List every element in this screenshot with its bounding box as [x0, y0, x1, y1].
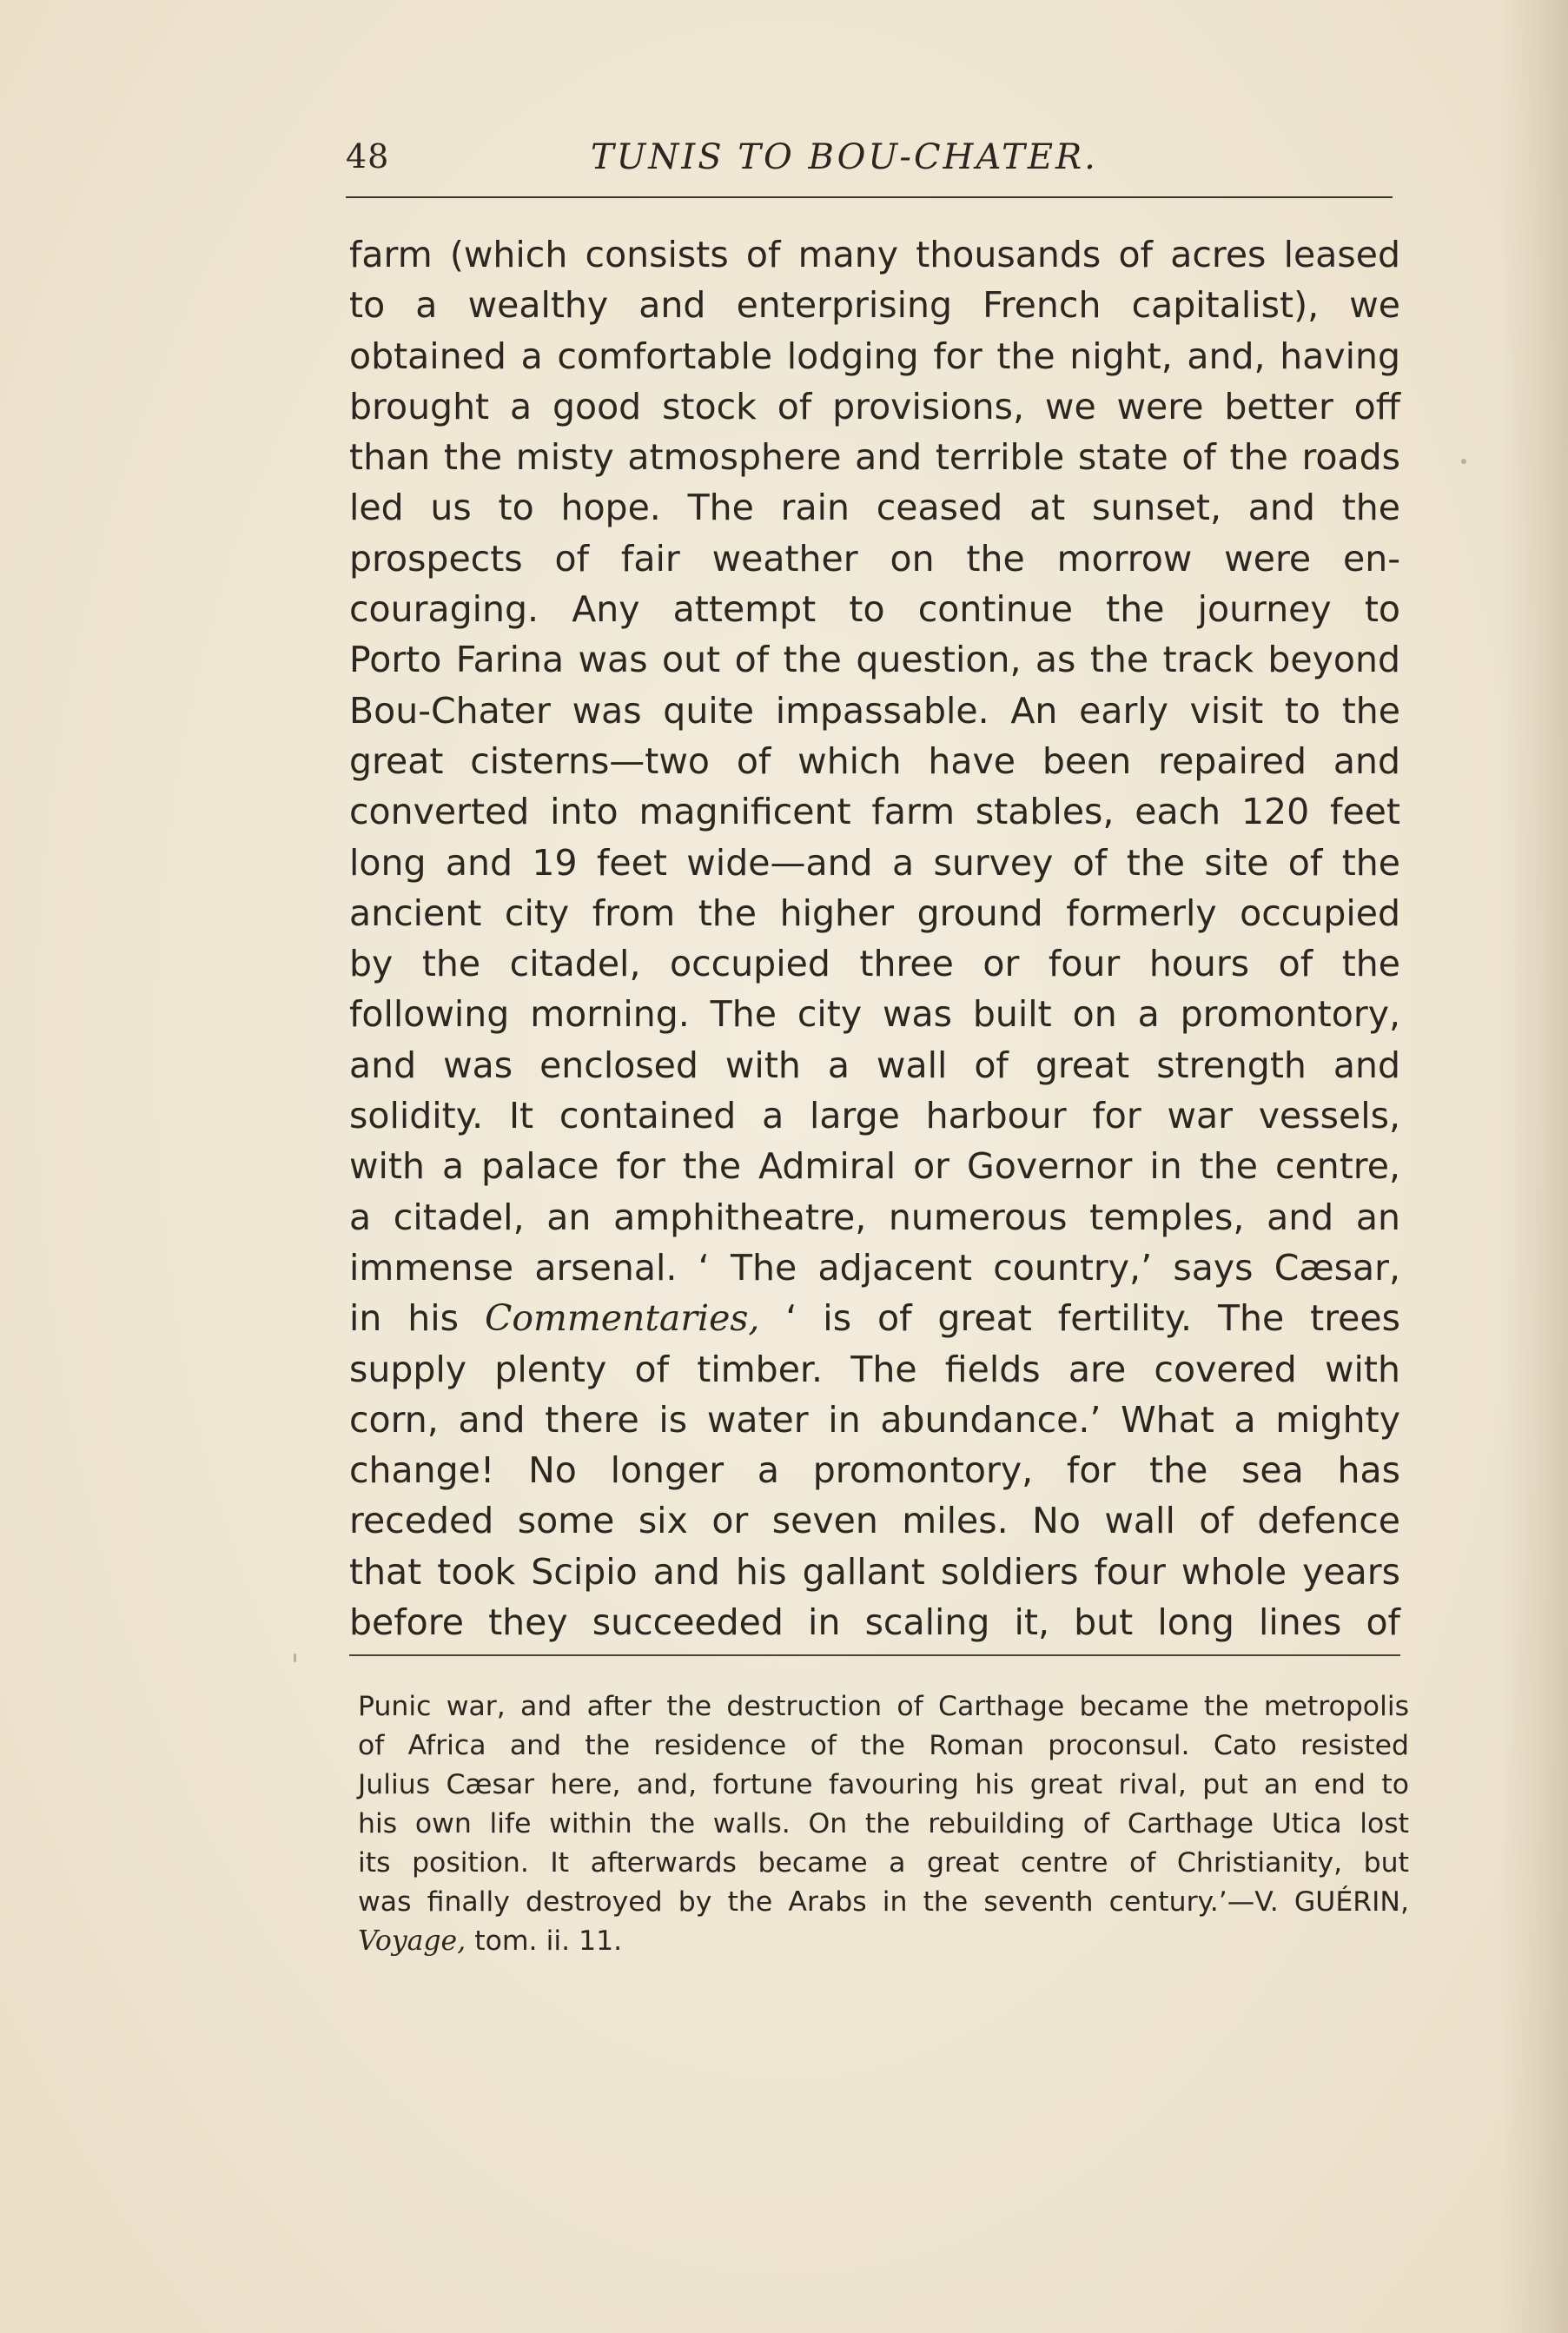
body-line: couraging. Any attempt to continue the journey to: [349, 588, 1400, 631]
body-line: with a palace for the Admiral or Governor in the centre,: [349, 1145, 1400, 1188]
body-line: solidity. It contained a large harbour for war vessels,: [349, 1095, 1400, 1137]
body-line-with-italic: [349, 1293, 1400, 1343]
paper-speck: [1461, 459, 1466, 464]
body-line: to a wealthy and enterprising French capitalist), we: [349, 284, 1400, 327]
body-line: obtained a comfortable lodging for the night, and, having: [349, 335, 1400, 377]
body-line: converted into magnificent farm stables, each 120 feet: [349, 791, 1400, 833]
body-text-run: ‘ is of great fertility. The trees: [759, 1297, 1400, 1340]
body-line: supply plenty of timber. The fields are covered with: [349, 1348, 1400, 1390]
running-head: TUNIS TO BOU-CHATER.: [591, 137, 1098, 177]
body-line: following morning. The city was built on a promontory,: [349, 993, 1400, 1036]
footnote-line: his own life within the walls. On the rebuilding of Carthage Utica lost: [358, 1808, 1409, 1839]
body-line: by the citadel, occupied three or four hours of the: [349, 943, 1400, 985]
footnote-line: of Africa and the residence of the Roman proconsul. Cato resisted: [358, 1730, 1409, 1761]
footnote-line: was finally destroyed by the Arabs in the seventh century.’—V. GUÉRIN,: [358, 1886, 1409, 1918]
page-edge-shadow: [1499, 0, 1568, 2333]
body-line: brought a good stock of provisions, we were better off: [349, 385, 1400, 427]
body-line: than the misty atmosphere and terrible state of the roads: [349, 436, 1400, 479]
body-line: receded some six or seven miles. No wall of defence: [349, 1500, 1400, 1542]
body-line: farm (which consists of many thousands of acres leased: [349, 234, 1400, 275]
paper-speck: [294, 1654, 296, 1662]
body-line: a citadel, an amphitheatre, numerous temples, and an: [349, 1196, 1400, 1238]
header-rule: [346, 196, 1393, 198]
body-line: corn, and there is water in abundance.’ What a mighty: [349, 1398, 1400, 1441]
body-text-run: in his: [349, 1297, 485, 1340]
body-text: [349, 229, 1400, 1647]
body-line: ancient city from the higher ground formerly occupied: [349, 891, 1400, 934]
body-line: led us to hope. The rain ceased at sunset, and the: [349, 487, 1400, 529]
footnote: [358, 1687, 1409, 1961]
italic-title-commentaries: Commentaries,: [484, 1297, 760, 1340]
footnote-line: Julius Cæsar here, and, fortune favouring his great rival, put an end to: [358, 1769, 1409, 1800]
footnote-rule: [349, 1654, 1400, 1656]
body-line: Bou-Chater was quite impassable. An early visit to the: [349, 689, 1400, 732]
page-number: 48: [346, 137, 390, 176]
footnote-line: Punic war, and after the destruction of Carthage became the metropolis: [358, 1691, 1409, 1722]
italic-title-voyage: Voyage,: [358, 1925, 466, 1957]
footnote-line: its position. It afterwards became a great centre of Christianity, but: [358, 1847, 1409, 1879]
footnote-line-last: [358, 1922, 1409, 1961]
body-line: prospects of fair weather on the morrow were en-: [349, 537, 1400, 580]
footnote-text-run: tom. ii. 11.: [466, 1925, 623, 1957]
body-line: before they succeeded in scaling it, but long lines of: [349, 1601, 1400, 1644]
body-line: great cisterns—two of which have been repaired and: [349, 739, 1400, 782]
body-line: immense arsenal. ‘ The adjacent country,’ says Cæsar,: [349, 1246, 1400, 1289]
body-line: that took Scipio and his gallant soldiers four whole years: [349, 1550, 1400, 1593]
body-line: Porto Farina was out of the question, as the track beyond: [349, 639, 1400, 681]
body-line: long and 19 feet wide—and a survey of the site of the: [349, 841, 1400, 884]
body-line: and was enclosed with a wall of great strength and: [349, 1044, 1400, 1086]
page-header: [346, 137, 1393, 189]
body-line: change! No longer a promontory, for the sea has: [349, 1449, 1400, 1492]
